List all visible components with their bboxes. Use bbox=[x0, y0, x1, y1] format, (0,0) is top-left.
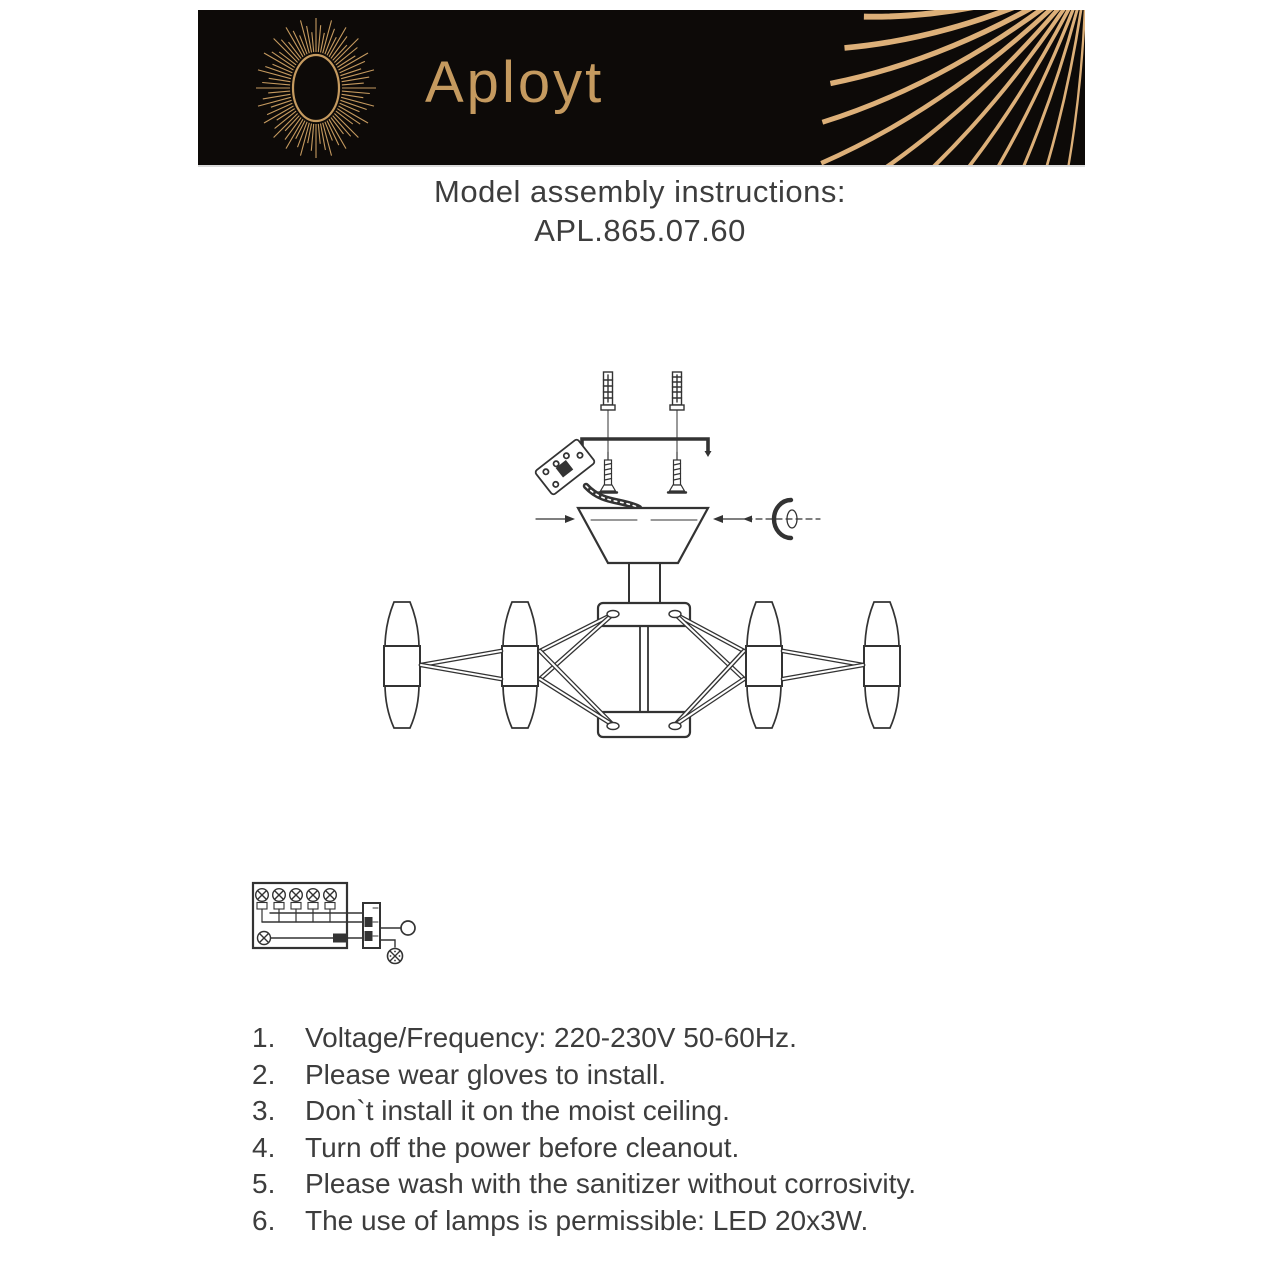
rays-decoration-icon bbox=[821, 10, 1085, 165]
model-number: APL.865.07.60 bbox=[534, 213, 746, 248]
wiring-diagram bbox=[245, 875, 455, 990]
terminal-block bbox=[363, 903, 380, 948]
brand-banner bbox=[198, 10, 1085, 165]
lamp-symbol-icon bbox=[273, 889, 286, 922]
lamp-symbol-icon bbox=[256, 889, 269, 922]
list-item bbox=[252, 1095, 1082, 1132]
mounting-bracket bbox=[579, 439, 712, 457]
item-text: Please wash with the sanitizer without corrosivity. bbox=[305, 1168, 917, 1200]
item-text: Turn off the power before cleanout. bbox=[305, 1131, 740, 1163]
item-number: 3. bbox=[252, 1095, 276, 1127]
lamp-shade bbox=[746, 602, 782, 728]
set-screw-icon bbox=[743, 500, 820, 538]
item-number: 4. bbox=[252, 1131, 276, 1163]
guide-lines bbox=[608, 410, 677, 455]
item-number: 5. bbox=[252, 1168, 276, 1200]
wire-connector bbox=[333, 934, 346, 943]
instructions-list bbox=[252, 1022, 1082, 1242]
item-number: 1. bbox=[252, 1022, 276, 1053]
list-item bbox=[252, 1059, 1082, 1096]
item-text: Please wear gloves to install. bbox=[305, 1058, 667, 1090]
item-text: Don`t install it on the moist ceiling. bbox=[305, 1095, 730, 1127]
wall-anchor-right-icon bbox=[670, 372, 684, 410]
list-item bbox=[252, 1022, 1082, 1059]
canopy-arrow-left-icon bbox=[536, 515, 575, 523]
lamp-symbol-icon bbox=[324, 889, 337, 922]
list-item bbox=[252, 1132, 1082, 1169]
list-item bbox=[252, 1168, 1082, 1205]
screw-right-icon bbox=[668, 452, 686, 493]
title-block bbox=[0, 172, 1280, 250]
item-number: 2. bbox=[252, 1058, 276, 1090]
lamp-shade bbox=[864, 602, 900, 728]
lamp-shade bbox=[502, 602, 538, 728]
ceiling-canopy bbox=[578, 508, 708, 563]
plug-symbol-icon bbox=[388, 949, 403, 964]
banner-art bbox=[198, 10, 1085, 165]
stem bbox=[629, 563, 660, 604]
page-title: Model assembly instructions: bbox=[434, 174, 846, 209]
lamp-symbol-icon bbox=[258, 932, 271, 945]
lamp-shade bbox=[384, 602, 420, 728]
item-number: 6. bbox=[252, 1204, 276, 1236]
starburst-center bbox=[293, 55, 339, 121]
assembly-diagram bbox=[340, 355, 940, 800]
list-item bbox=[252, 1205, 1082, 1242]
support-rods bbox=[421, 614, 863, 725]
item-text: The use of lamps is permissible: LED 20x3W. bbox=[305, 1204, 869, 1236]
screw-left-icon bbox=[599, 452, 617, 493]
brand-name: Aployt bbox=[425, 50, 605, 115]
wall-anchor-left-icon bbox=[601, 372, 615, 410]
lamp-symbol-icon bbox=[290, 889, 303, 922]
item-text: Voltage/Frequency: 220-230V 50-60Hz. bbox=[305, 1022, 797, 1053]
loop-terminal-icon bbox=[401, 921, 415, 935]
center-column bbox=[640, 625, 648, 713]
lamp-symbol-icon bbox=[307, 889, 320, 922]
